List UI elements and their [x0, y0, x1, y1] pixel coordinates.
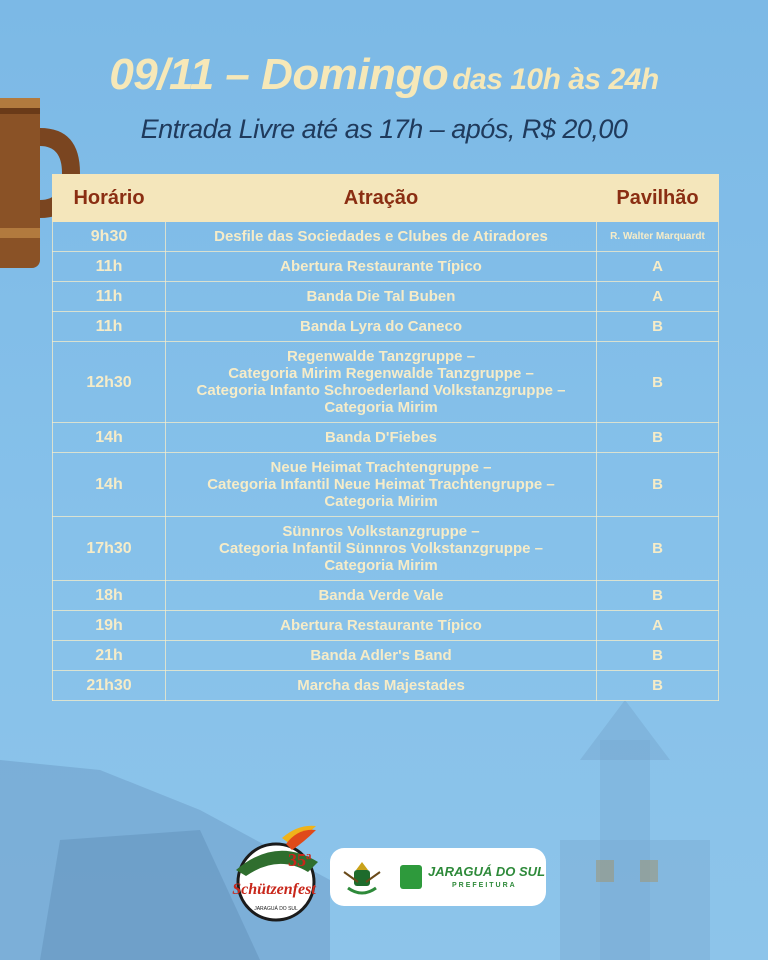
cell-pavilion: B	[597, 671, 719, 701]
fest-name: Schützenfest	[232, 881, 316, 898]
table-row	[53, 423, 719, 453]
title-hours: das 10h às 24h	[452, 63, 659, 96]
cell-attraction	[166, 453, 597, 517]
cell-time: 18h	[53, 581, 166, 611]
cell-attraction	[166, 312, 597, 342]
cell-pavilion: B	[597, 453, 719, 517]
attraction-line: Categoria Infanto Schroederland Volkstanzgruppe –	[196, 382, 566, 399]
table-row	[53, 671, 719, 701]
cell-time: 14h	[53, 453, 166, 517]
table-row	[53, 581, 719, 611]
table-row	[53, 252, 719, 282]
cell-time: 12h30	[53, 342, 166, 423]
table-row	[53, 342, 719, 423]
schutzenfest-logo	[222, 818, 326, 926]
table-row	[53, 611, 719, 641]
cell-pavilion: B	[597, 312, 719, 342]
cell-time: 11h	[53, 282, 166, 312]
cell-time: 17h30	[53, 517, 166, 581]
attraction-line: Neue Heimat Trachtengruppe –	[270, 459, 492, 476]
table-row	[53, 282, 719, 312]
attraction-line: Categoria Mirim	[324, 399, 438, 416]
cell-time: 21h30	[53, 671, 166, 701]
attraction-line: Categoria Infantil Neue Heimat Trachtengruppe –	[207, 476, 555, 493]
shooting-club-emblem-icon	[340, 858, 384, 898]
cell-time: 11h	[53, 252, 166, 282]
header-pavilion: Pavilhão	[597, 175, 719, 222]
page-title	[0, 50, 768, 100]
attraction-line: Marcha das Majestades	[297, 677, 465, 694]
jaragua-do-sul-icon	[400, 865, 422, 889]
city-logo-name: JARAGUÁ DO SUL	[428, 864, 546, 879]
attraction-line: Abertura Restaurante Típico	[280, 617, 482, 634]
cell-attraction	[166, 423, 597, 453]
fest-city: JARAGUÁ DO SUL	[254, 906, 298, 912]
table-row	[53, 222, 719, 252]
cell-attraction	[166, 252, 597, 282]
table-row	[53, 453, 719, 517]
attraction-line: Desfile das Sociedades e Clubes de Atiradores	[214, 228, 548, 245]
table-header-row	[53, 175, 719, 222]
attraction-line: Categoria Infantil Sünnros Volkstanzgruppe –	[219, 540, 543, 557]
attraction-line: Banda Die Tal Buben	[306, 288, 456, 305]
attraction-line: Abertura Restaurante Típico	[280, 258, 482, 275]
attraction-line: Banda Adler's Band	[310, 647, 452, 664]
table-row	[53, 312, 719, 342]
cell-attraction	[166, 342, 597, 423]
cell-attraction	[166, 611, 597, 641]
attraction-line: Categoria Mirim	[324, 493, 438, 510]
attraction-line: Banda Lyra do Caneco	[300, 318, 462, 335]
cell-pavilion: R. Walter Marquardt	[597, 222, 719, 252]
cell-time: 19h	[53, 611, 166, 641]
cell-attraction	[166, 222, 597, 252]
attraction-line: Sünnros Volkstanzgruppe –	[282, 523, 480, 540]
cell-attraction	[166, 282, 597, 312]
cell-pavilion: A	[597, 252, 719, 282]
cell-pavilion: B	[597, 517, 719, 581]
attraction-line: Categoria Mirim Regenwalde Tanzgruppe –	[228, 365, 534, 382]
cell-pavilion: A	[597, 611, 719, 641]
entry-info: Entrada Livre até as 17h – após, R$ 20,00	[140, 114, 628, 144]
header-time: Horário	[53, 175, 166, 222]
cell-attraction	[166, 517, 597, 581]
header-attraction: Atração	[166, 175, 597, 222]
schedule-table	[52, 174, 719, 701]
cell-time: 11h	[53, 312, 166, 342]
cell-attraction	[166, 581, 597, 611]
cell-time: 9h30	[53, 222, 166, 252]
attraction-line: Regenwalde Tanzgruppe –	[286, 348, 476, 365]
cell-time: 21h	[53, 641, 166, 671]
fest-number: 35ª	[288, 850, 312, 870]
table-row	[53, 641, 719, 671]
cell-attraction	[166, 641, 597, 671]
cell-pavilion: B	[597, 423, 719, 453]
attraction-line: Banda Verde Vale	[318, 587, 444, 604]
cell-time: 14h	[53, 423, 166, 453]
table-row	[53, 517, 719, 581]
attraction-line: Categoria Mirim	[324, 557, 438, 574]
city-logo-sub: PREFEITURA	[452, 882, 517, 889]
cell-pavilion: B	[597, 581, 719, 611]
attraction-line: Banda D'Fiebes	[325, 429, 437, 446]
cell-pavilion: B	[597, 641, 719, 671]
schedule-rows	[53, 222, 719, 701]
title-date: 09/11 – Domingo	[109, 50, 449, 99]
cell-pavilion: B	[597, 342, 719, 423]
cell-attraction	[166, 671, 597, 701]
cell-pavilion: A	[597, 282, 719, 312]
